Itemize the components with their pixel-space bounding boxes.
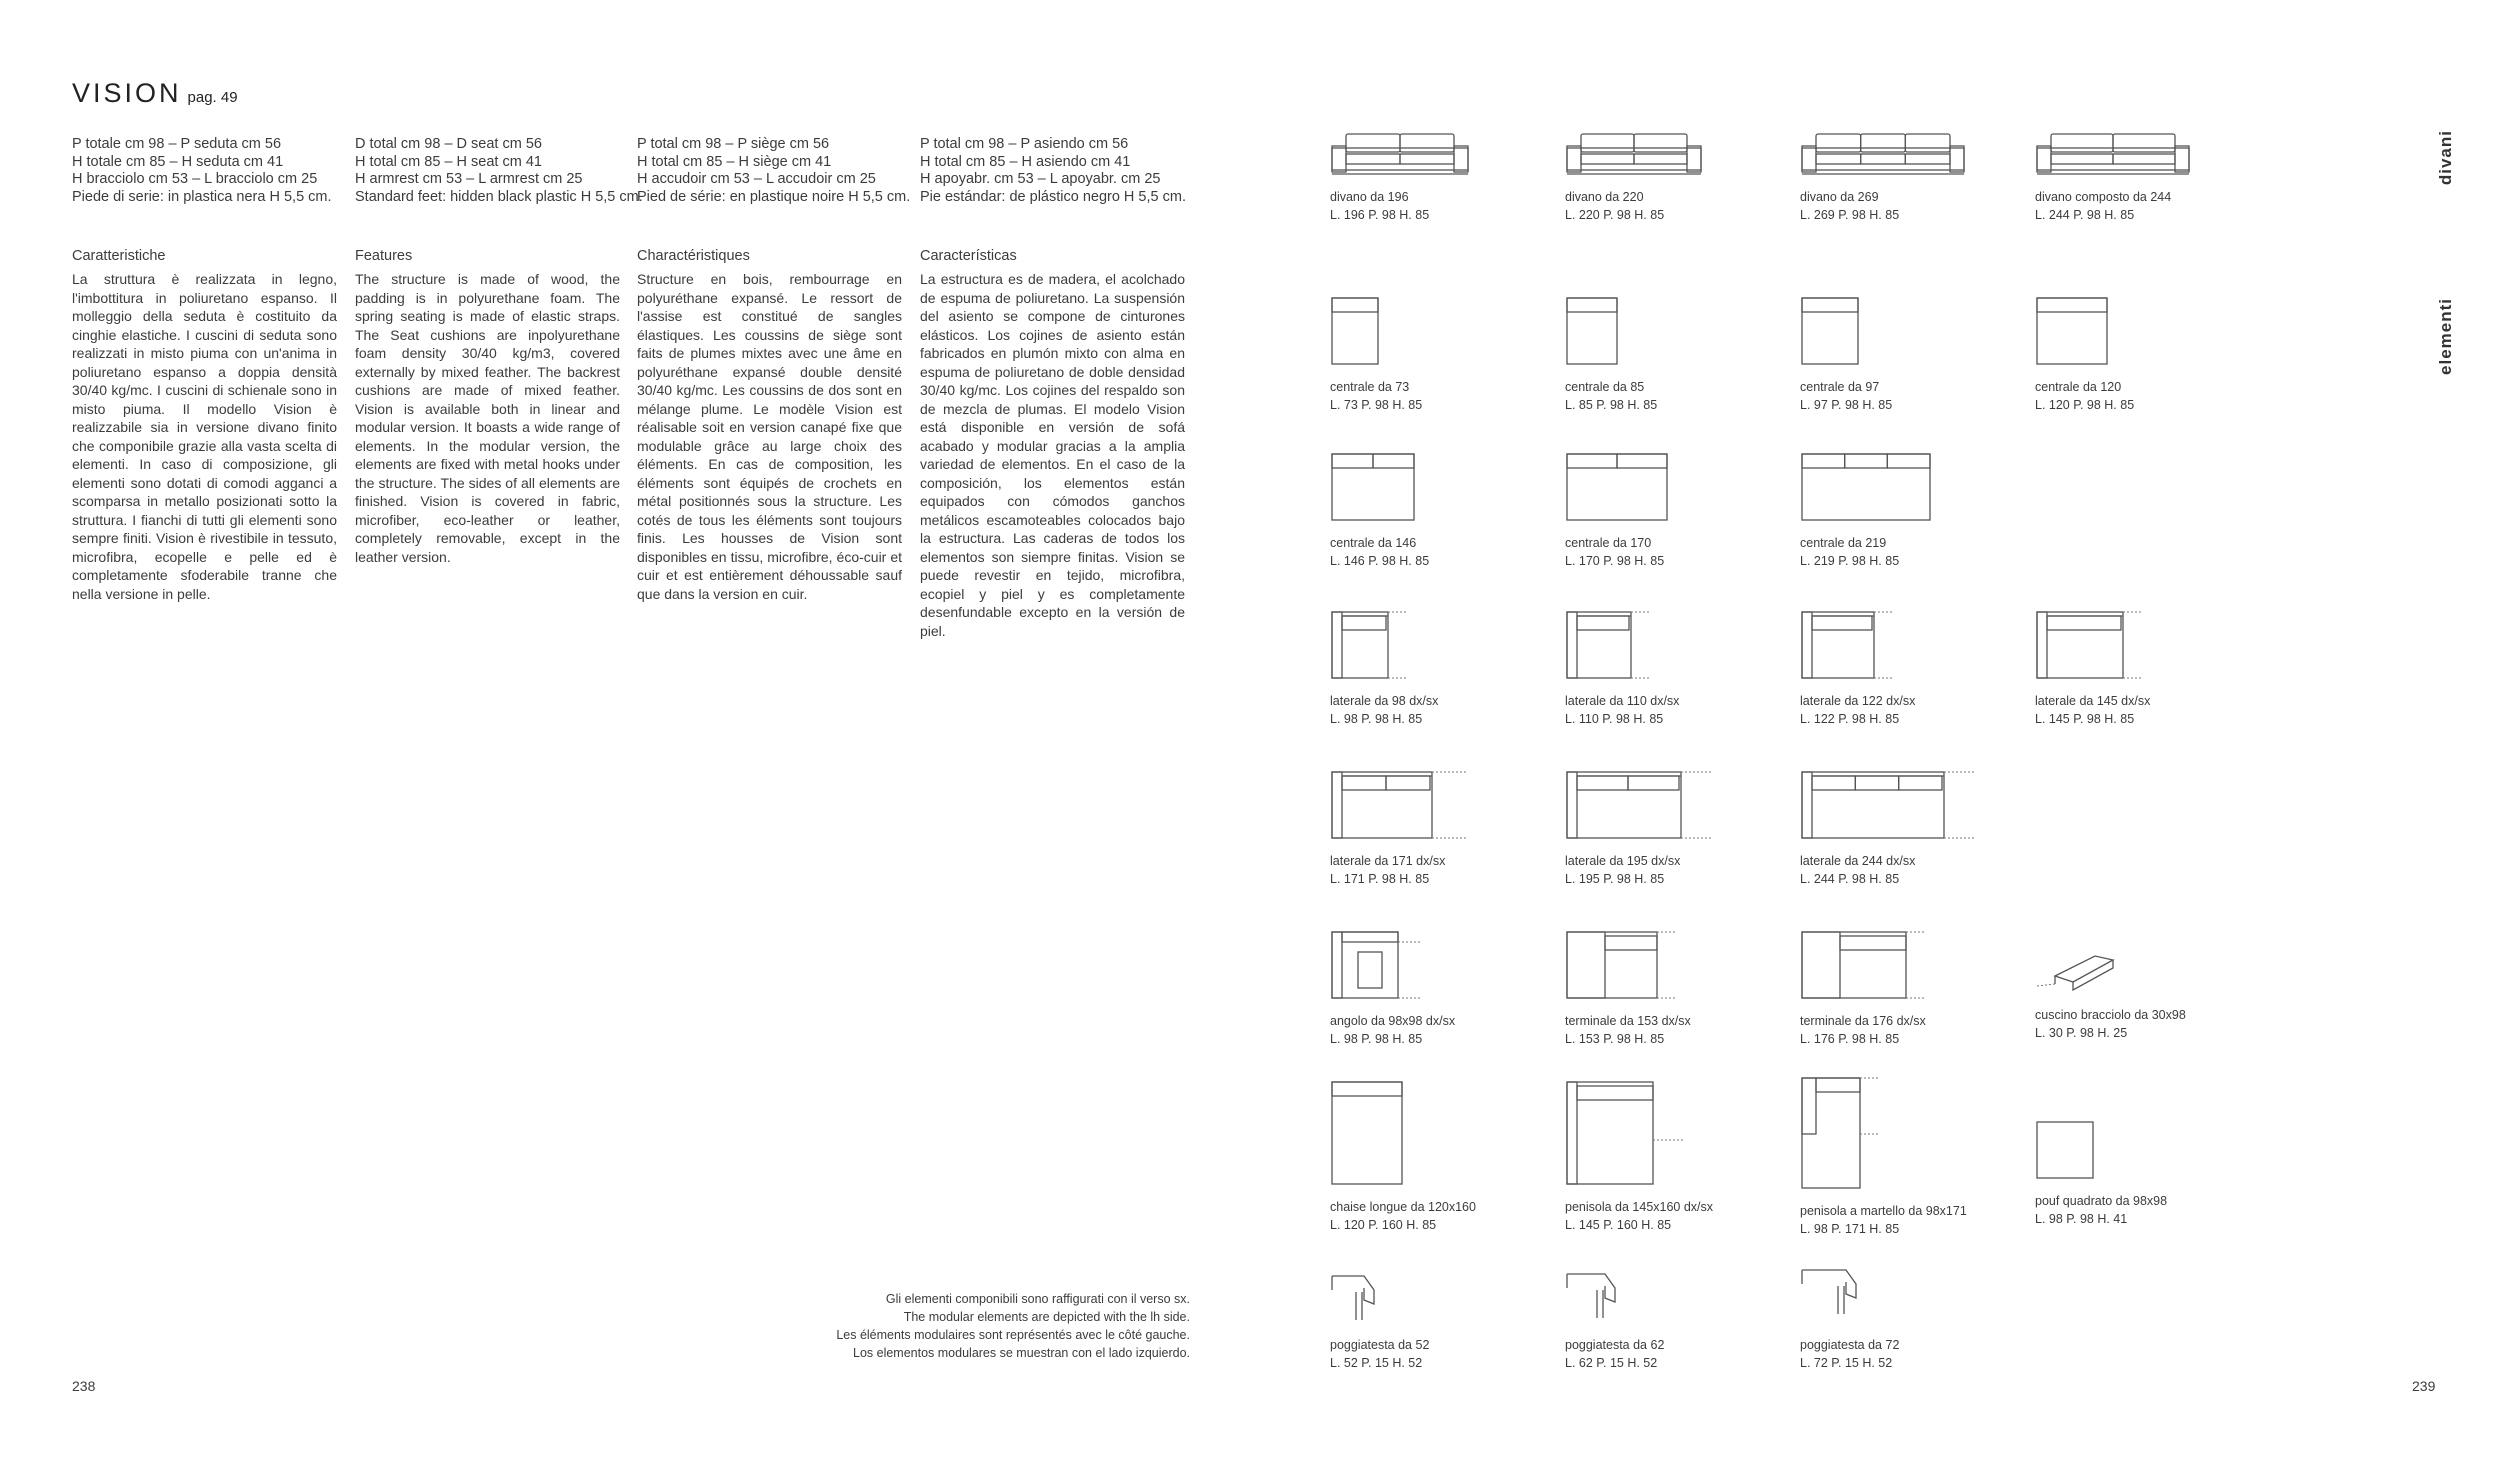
item-dimensions: L. 244 P. 98 H. 85: [1800, 872, 1900, 886]
catalog-item: [1330, 452, 1540, 570]
catalog-item: [1565, 770, 1775, 888]
dimensions-es: P total cm 98 – P asiendo cm 56 H total cm 85 – H asiendo cm 41 H apoyabr. cm 53 – L apoyabr. cm 25 Pie estándar: de plástico negro H 5,5 cm.: [920, 136, 1186, 205]
heading-fr: Charactéristiques: [637, 248, 750, 264]
item-name: laterale da 110 dx/sx: [1565, 694, 1680, 708]
central-element-icon: [1565, 296, 1775, 368]
catalog-item: [1800, 770, 2010, 888]
sofa-icon: [1330, 130, 1540, 178]
armrest-cushion-icon: [2035, 950, 2245, 996]
item-dimensions: L. 122 P. 98 H. 85: [1800, 712, 1900, 726]
central-element-icon: [2035, 296, 2245, 368]
headrest-icon: [1330, 1268, 1540, 1326]
catalog-item: [1330, 1080, 1540, 1234]
catalog-item: [1330, 130, 1540, 224]
item-dimensions: L. 153 P. 98 H. 85: [1565, 1032, 1665, 1046]
heading-it: Caratteristiche: [72, 248, 166, 264]
side-label-divani: divani: [2436, 130, 2455, 186]
item-name: poggiatesta da 52: [1330, 1338, 1430, 1352]
side-element-icon: [1800, 770, 2010, 842]
catalog-item: [1800, 130, 2010, 224]
central-element-icon: [1800, 296, 2010, 368]
side-element-icon: [1800, 610, 2010, 682]
item-dimensions: L. 120 P. 98 H. 85: [2035, 398, 2135, 412]
item-name: centrale da 73: [1330, 380, 1410, 394]
heading-en: Features: [355, 248, 413, 264]
sofa-icon: [1800, 130, 2010, 178]
item-name: divano da 220: [1565, 190, 1644, 204]
item-name: centrale da 219: [1800, 536, 1887, 550]
side-element-icon: [2035, 610, 2245, 682]
item-dimensions: L. 171 P. 98 H. 85: [1330, 872, 1430, 886]
item-name: angolo da 98x98 dx/sx: [1330, 1014, 1456, 1028]
catalog-item: [2035, 296, 2245, 414]
catalog-item: [2035, 950, 2245, 1042]
item-dimensions: L. 170 P. 98 H. 85: [1565, 554, 1665, 568]
terminal-element-icon: [1565, 930, 1775, 1002]
page-number-right: 239: [2412, 1378, 2436, 1394]
side-element-icon: [1565, 610, 1775, 682]
item-dimensions: L. 98 P. 171 H. 85: [1800, 1222, 1900, 1236]
item-name: divano da 196: [1330, 190, 1409, 204]
item-name: divano da 269: [1800, 190, 1879, 204]
catalog-item: [2035, 610, 2245, 728]
side-element-icon: [1565, 770, 1775, 842]
item-name: laterale da 122 dx/sx: [1800, 694, 1916, 708]
item-dimensions: L. 120 P. 160 H. 85: [1330, 1218, 1437, 1232]
item-dimensions: L. 73 P. 98 H. 85: [1330, 398, 1423, 412]
item-dimensions: L. 219 P. 98 H. 85: [1800, 554, 1900, 568]
item-dimensions: L. 269 P. 98 H. 85: [1800, 208, 1900, 222]
catalog-item: [1565, 296, 1775, 414]
catalog-item: [1565, 930, 1775, 1048]
item-name: centrale da 85: [1565, 380, 1645, 394]
item-name: centrale da 120: [2035, 380, 2122, 394]
item-dimensions: L. 97 P. 98 H. 85: [1800, 398, 1893, 412]
central-element-icon: [1800, 452, 2010, 524]
item-name: terminale da 153 dx/sx: [1565, 1014, 1691, 1028]
catalog-item: [1800, 296, 2010, 414]
item-name: pouf quadrato da 98x98: [2035, 1194, 2168, 1208]
item-dimensions: L. 98 P. 98 H. 41: [2035, 1212, 2128, 1226]
item-name: divano composto da 244: [2035, 190, 2172, 204]
sofa-icon: [2035, 130, 2245, 178]
peninsula-icon: [1565, 1080, 1775, 1188]
item-dimensions: L. 62 P. 15 H. 52: [1565, 1356, 1658, 1370]
item-dimensions: L. 72 P. 15 H. 52: [1800, 1356, 1893, 1370]
side-element-icon: [1330, 770, 1540, 842]
dimensions-fr: P total cm 98 – P siège cm 56 H total cm 85 – H siège cm 41 H accudoir cm 53 – L accudoir cm 25 Pied de série: en plastique noire H 5,5 cm.: [637, 136, 911, 205]
catalog-item: [1565, 130, 1775, 224]
description-es: La estructura es de madera, el acolchado de espuma de poliuretano. La suspensión del asiento se compone de cinturones elásticos. Los cojines de asiento están fabricados en plumón mixto con alma en espuma de poliuretano de doble densidad 30/40 kg/mc. Los cojines del respaldo son de mezcla de plumas. El modelo Vision está disponible en versión de sofá acabado y modular gracias a la amplia variedad de elementos. En el caso de la composición, los elementos están equipados con cómodos ganchos metálicos escamoteables colocados bajo la estructura. Las caderas de todos los elementos son siempre finitas. Vision se puede revestir en tejido, microfibra, ecopiel y piel y es completamente desenfundable excepto en la versión de piel.: [920, 271, 1185, 639]
catalog-item: [1330, 1268, 1540, 1372]
catalog-item: [1800, 930, 2010, 1048]
sofa-icon: [1565, 130, 1775, 178]
central-element-icon: [1330, 296, 1540, 368]
item-dimensions: L. 244 P. 98 H. 85: [2035, 208, 2135, 222]
catalog-item: [1565, 610, 1775, 728]
item-name: penisola da 145x160 dx/sx: [1565, 1200, 1714, 1214]
catalog-item: [1800, 610, 2010, 728]
item-name: terminale da 176 dx/sx: [1800, 1014, 1926, 1028]
item-name: laterale da 171 dx/sx: [1330, 854, 1446, 868]
item-dimensions: L. 196 P. 98 H. 85: [1330, 208, 1430, 222]
catalog-item: [1565, 1266, 1775, 1372]
item-name: cuscino bracciolo da 30x98: [2035, 1008, 2186, 1022]
catalog-item: [1800, 1076, 2010, 1238]
catalog-item: [2035, 1120, 2245, 1228]
catalog-item: [1330, 610, 1540, 728]
item-name: laterale da 195 dx/sx: [1565, 854, 1681, 868]
catalog-item: [1565, 1080, 1775, 1234]
side-element-icon: [1330, 610, 1540, 682]
item-dimensions: L. 145 P. 98 H. 85: [2035, 712, 2135, 726]
central-element-icon: [1330, 452, 1540, 524]
item-dimensions: L. 176 P. 98 H. 85: [1800, 1032, 1900, 1046]
item-name: centrale da 97: [1800, 380, 1880, 394]
headrest-icon: [1800, 1262, 2010, 1326]
catalog-item: [1565, 452, 1775, 570]
catalog-item: [1330, 296, 1540, 414]
description-it: La struttura è realizzata in legno, l'imbottitura in poliuretano espanso. Il molleggio della seduta è costituito da cinghie elastiche. I cuscini di seduta sono realizzati in misto piuma con un'anima in poliuretano espanso a doppia densità 30/40 kg/mc. I cuscini di schienale sono in misto piuma. Il modello Vision è realizzabile sia in versione divano finito che componibile grazie alla vasta scelta di elementi. In caso di composizione, gli elementi sono dotati di comodi agganci a scomparsa in metallo posizionati sotto la struttura. I fianchi di tutti gli elementi sono sempre finiti. Vision è rivestibile in tessuto, microfibra, ecopelle e pelle ed è completamente sfoderabile tranne che nella versione in pelle.: [72, 271, 337, 602]
item-name: poggiatesta da 72: [1800, 1338, 1900, 1352]
item-name: centrale da 146: [1330, 536, 1417, 550]
item-dimensions: L. 30 P. 98 H. 25: [2035, 1026, 2128, 1040]
description-fr: Structure en bois, rembourrage en polyuréthane expansé. Le ressort de l'assise est constitué de sangles élastiques. Les coussins de siège sont faits de plumes mixtes avec une âme en polyuréthane expansé double densité 30/40 kg/mc. Les coussins de dos sont en mélange plume. Le modèle Vision est réalisable soit en version canapé fixe que modulable grâce au large choix des éléments. En cas de composition, les éléments sont équipés de crochets en métal positionnés sous la structure. Les cotés de tous les éléments sont toujours finis. Les housses de Vision sont disponibles en tissu, microfibre, éco-cuir et cuir et est entièrement déhoussable sauf que dans la version en cuir.: [637, 271, 902, 602]
corner-element-icon: [1330, 930, 1540, 1002]
footnote: Gli elementi componibili sono raffigurati con il verso sx. The modular elements are depicted with the lh side. Les éléments modulaires sont représentés avec le côté gauche. Los elementos modulares se muestran con el lado izquierdo.: [836, 1292, 1190, 1360]
chaise-longue-icon: [1330, 1080, 1540, 1188]
catalog-item: [1800, 452, 2010, 570]
page-reference: pag. 49: [187, 89, 238, 106]
dimensions-en: D total cm 98 – D seat cm 56 H total cm 85 – H seat cm 41 H armrest cm 53 – L armrest cm 25 Standard feet: hidden black plastic H 5,5 cm.: [355, 136, 643, 205]
item-name: centrale da 170: [1565, 536, 1652, 550]
hammer-peninsula-icon: [1800, 1076, 2010, 1192]
item-dimensions: L. 52 P. 15 H. 52: [1330, 1356, 1423, 1370]
item-dimensions: L. 110 P. 98 H. 85: [1565, 712, 1664, 726]
square-pouf-icon: [2035, 1120, 2245, 1182]
terminal-element-icon: [1800, 930, 2010, 1002]
item-dimensions: L. 145 P. 160 H. 85: [1565, 1218, 1672, 1232]
catalog-item: [1330, 930, 1540, 1048]
headrest-icon: [1565, 1266, 1775, 1326]
catalog-item: [2035, 130, 2245, 224]
item-name: laterale da 145 dx/sx: [2035, 694, 2151, 708]
item-dimensions: L. 98 P. 98 H. 85: [1330, 712, 1423, 726]
item-dimensions: L. 146 P. 98 H. 85: [1330, 554, 1430, 568]
item-dimensions: L. 195 P. 98 H. 85: [1565, 872, 1665, 886]
catalog-item: [1330, 770, 1540, 888]
item-name: chaise longue da 120x160: [1330, 1200, 1476, 1214]
item-dimensions: L. 220 P. 98 H. 85: [1565, 208, 1665, 222]
central-element-icon: [1565, 452, 1775, 524]
item-name: laterale da 244 dx/sx: [1800, 854, 1916, 868]
item-dimensions: L. 98 P. 98 H. 85: [1330, 1032, 1423, 1046]
description-en: The structure is made of wood, the padding is in polyurethane foam. The spring seating is made of elastic straps. The Seat cushions are inpolyurethane foam density 30/40 kg/m3, covered externally by mixed feather. The backrest cushions are made of mixed feather. Vision is available both in linear and modular version. It boasts a wide range of elements. In the modular version, the elements are fixed with metal hooks under the structure. The sides of all elements are finished. Vision is covered in fabric, microfiber, eco-leather or leather, completely removable, except in the leather version.: [355, 271, 620, 565]
item-name: poggiatesta da 62: [1565, 1338, 1665, 1352]
item-dimensions: L. 85 P. 98 H. 85: [1565, 398, 1658, 412]
item-name: penisola a martello da 98x171: [1800, 1204, 1967, 1218]
side-label-elementi: elementi: [2436, 298, 2455, 375]
title-text: VISION: [72, 78, 182, 108]
dimensions-it: P totale cm 98 – P seduta cm 56 H totale cm 85 – H seduta cm 41 H bracciolo cm 53 – L bracciolo cm 25 Piede di serie: in plastica nera H 5,5 cm.: [72, 136, 332, 205]
item-name: laterale da 98 dx/sx: [1330, 694, 1439, 708]
page-number-left: 238: [72, 1378, 96, 1394]
catalog-item: [1800, 1262, 2010, 1372]
page-title: [72, 78, 238, 109]
heading-es: Características: [920, 248, 1017, 264]
